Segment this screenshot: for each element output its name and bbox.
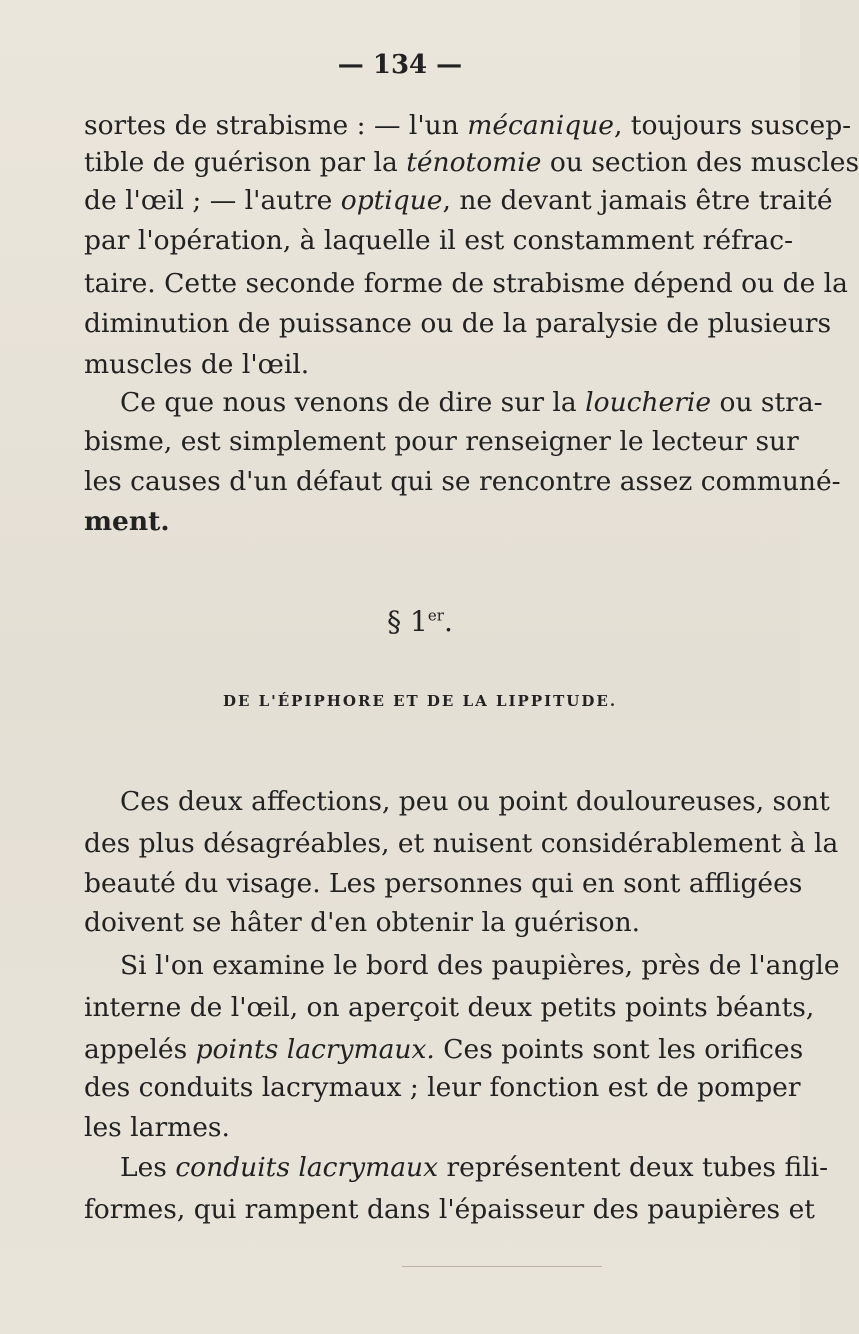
text-line: diminution de puissance ou de la paralysie de plusieurs xyxy=(84,308,832,339)
text-line: beauté du visage. Les personnes qui en sont affligées xyxy=(84,868,803,899)
text-line: Ces deux affections, peu ou point douloureuses, sont xyxy=(120,786,830,817)
page-number: — 134 — xyxy=(337,50,463,80)
text-line: muscles de l'œil. xyxy=(84,349,310,380)
text-line: tible de guérison par la ténotomie ou section des muscles xyxy=(84,147,859,178)
text-line: bisme, est simplement pour renseigner le lecteur sur xyxy=(84,426,799,457)
divider xyxy=(402,1266,602,1267)
text-line: sortes de strabisme : — l'un mécanique, toujours suscep- xyxy=(84,110,852,141)
text-line: formes, qui rampent dans l'épaisseur des paupières et xyxy=(84,1194,815,1225)
text-line: Si l'on examine le bord des paupières, près de l'angle xyxy=(120,950,840,981)
text-line: interne de l'œil, on aperçoit deux petits points béants, xyxy=(84,992,815,1023)
text-line: par l'opération, à laquelle il est constamment réfrac- xyxy=(84,225,794,256)
text-line: Les conduits lacrymaux représentent deux tubes fili- xyxy=(120,1152,829,1183)
text-line: les larmes. xyxy=(84,1112,230,1143)
text-line: appelés points lacrymaux. Ces points sont les orifices xyxy=(84,1034,804,1065)
text-line: Ce que nous venons de dire sur la loucherie ou stra- xyxy=(120,387,823,418)
text-line: des plus désagréables, et nuisent considérablement à la xyxy=(84,828,839,859)
text-line: ment. xyxy=(84,506,170,537)
text-line: de l'œil ; — l'autre optique, ne devant jamais être traité xyxy=(84,185,833,216)
text-line: des conduits lacrymaux ; leur fonction est de pomper xyxy=(84,1072,801,1103)
text-line: taire. Cette seconde forme de strabisme dépend ou de la xyxy=(84,268,848,299)
text-line: doivent se hâter d'en obtenir la guérison. xyxy=(84,907,641,938)
section-title: DE L'ÉPIPHORE ET DE LA LIPPITUDE. xyxy=(222,692,618,710)
section-number: § 1er. xyxy=(387,605,453,638)
text-line: les causes d'un défaut qui se rencontre assez communé- xyxy=(84,466,841,497)
